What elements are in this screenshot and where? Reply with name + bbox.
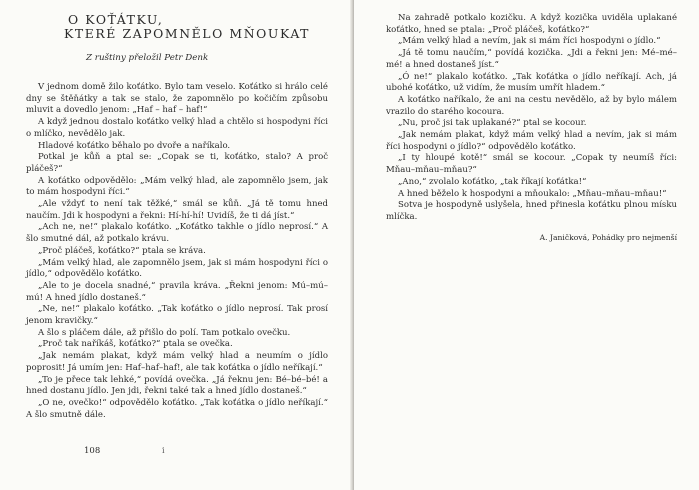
paragraph: A když jednou dostalo koťátko velký hlad a chtělo si hospodyni říci o mlíčko, nevědělo jak. bbox=[26, 117, 328, 139]
paragraph: A šlo s pláčem dále, až přišlo do polí. Tam potkalo ovečku. bbox=[38, 327, 291, 338]
source-citation: A. Janičková, Pohádky pro nejmenší bbox=[539, 232, 677, 242]
paragraph: „Ne, ne!“ plakalo koťátko. „Tak koťátko o jídlo neprosí. Tak prosí jenom kravičky.“ bbox=[26, 304, 328, 327]
paragraph: A koťátko naříkalo, že ani na cestu nevědělo, až by bylo málem vrazilo do starého kocoura. bbox=[386, 94, 677, 117]
paragraph: „Ale vždyť to není tak těžké,“ smál se kůň. „Já tě tomu hned naučím. Jdi k hospodyni a řekni: Hí-hí-hí! Uvidíš, že ti dá jíst.“ bbox=[26, 199, 328, 221]
paragraph: „Jak nemám plakat, když mám velký hlad a nevím, jak si mám říci hospodyni o jídlo?“ odpovědělo koťátko. bbox=[386, 130, 677, 152]
paragraph: Sotva je hospodyně uslyšela, hned přinesla koťátku plnou mísku mlíčka. bbox=[386, 200, 677, 222]
paragraph: „Ó ne!“ plakalo koťátko. „Tak koťátka o jídlo neříkají. Ach, já ubohé koťátko, už vidím, že musím umřít hladem.“ bbox=[386, 71, 677, 94]
paragraph: „Proč pláčeš, koťátko?“ ptala se kráva. bbox=[38, 245, 206, 256]
story-title bbox=[64, 12, 328, 41]
translator-credit: Z ruštiny přeložil Petr Denk bbox=[86, 53, 209, 63]
paragraph: Hladové koťátko běhalo po dvoře a naříkalo. bbox=[38, 140, 231, 151]
margin-mark: i bbox=[162, 446, 165, 455]
paragraph: Na zahradě potkalo kozičku. A když kozička uviděla uplakané koťátko, hned se ptala: „Proč pláčeš, koťátko?“ bbox=[386, 13, 677, 35]
page-number: 108 bbox=[84, 446, 101, 456]
paragraph: A koťátko odpovědělo: „Mám velký hlad, ale zapomnělo jsem, jak to mám hospodyni říci.“ bbox=[26, 175, 328, 198]
left-page-text bbox=[26, 82, 328, 421]
paragraph: „Proč tak naříkáš, koťátko?“ ptala se ovečka. bbox=[38, 339, 233, 350]
paragraph: „Ano,“ zvolalo koťátko, „tak říkají koťátka!“ bbox=[398, 176, 587, 187]
paragraph: A hned běželo k hospodyni a mňoukalo: „Mňau–mňau–mňau!“ bbox=[398, 188, 667, 199]
paragraph: „Mám velký hlad a nevím, jak si mám říci hospodyni o jídlo.“ bbox=[398, 36, 661, 47]
right-page bbox=[354, 0, 699, 490]
paragraph: „Nu, proč jsi tak uplakané?“ ptal se kocour. bbox=[398, 118, 587, 129]
paragraph: V jednom domě žilo koťátko. Bylo tam veselo. Koťátko si hrálo celé dny se štěňátky a tak se stalo, že zapomnělo po kočičím způsobu mluvit a dovedlo jenom: „Haf – haf – haf!“ bbox=[26, 82, 328, 116]
title-line-1: O KOŤÁTKU, bbox=[68, 12, 164, 27]
paragraph: „Ach ne, ne!“ plakalo koťátko. „Koťátko takhle o jídlo neprosí.“ A šlo smutné dál, až potkalo krávu. bbox=[26, 222, 328, 245]
paragraph: „I ty hloupé kotě!“ smál se kocour. „Copak ty neumíš říci: Mňau–mňau–mňau?“ bbox=[386, 153, 677, 176]
paragraph: „To je přece tak lehké,“ povídá ovečka. „Já řeknu jen: Bé–bé–bé! a hned dostanu jídlo. Jen jdi, řekni také tak a hned jídlo dostaneš.“ bbox=[26, 374, 328, 397]
paragraph: „O ne, ovečko!“ odpovědělo koťátko. „Tak koťátka o jídlo neříkají.“ A šlo smutně dále. bbox=[26, 397, 328, 420]
right-page-text bbox=[386, 13, 677, 224]
paragraph: „Mám velký hlad, ale zapomnělo jsem, jak si mám hospodyni říci o jídlo,“ odpovědělo koťátko. bbox=[26, 257, 328, 280]
paragraph: Potkal je kůň a ptal se: „Copak se ti, koťátko, stalo? A proč pláčeš?“ bbox=[26, 152, 328, 174]
paragraph: „Jak nemám plakat, když mám velký hlad a neumím o jídlo poprosit! Já umím jen: Haf–haf–haf!, ale tak koťátka o jídlo neříkají.“ bbox=[26, 351, 328, 373]
title-line-2: KTERÉ ZAPOMNĚLO MŇOUKAT bbox=[64, 26, 311, 41]
paragraph: „Ale to je docela snadné,“ pravila kráva. „Řekni jenom: Mú–mú–mú! A hned jídlo dostaneš.“ bbox=[26, 280, 328, 303]
paragraph: „Já tě tomu naučím,“ povídá kozička. „Jdi a řekni jen: Mé–mé–mé! a hned dostaneš jíst.“ bbox=[386, 48, 677, 70]
